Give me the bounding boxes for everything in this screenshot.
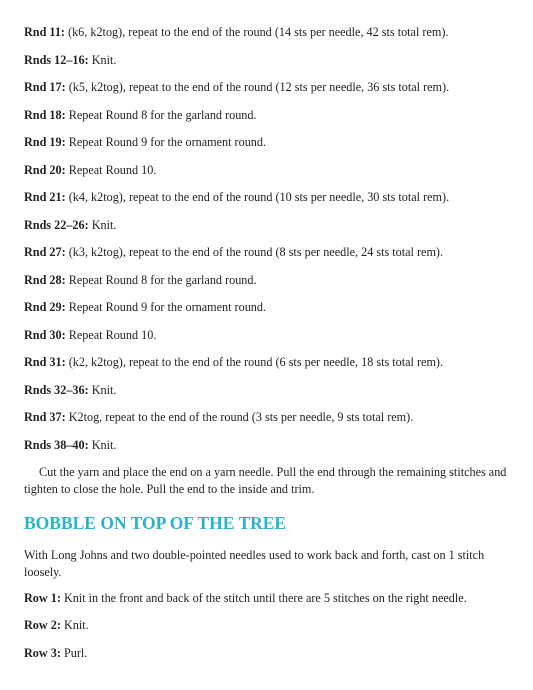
round-text: K2tog, repeat to the end of the round (3 sts per needle, 9 sts total rem).	[65, 410, 414, 424]
round-text: (k3, k2tog), repeat to the end of the round (8 sts per needle, 24 sts total rem).	[65, 245, 444, 259]
row-text: Knit.	[60, 618, 89, 632]
round-text: Knit.	[88, 218, 117, 232]
row-label: Row 3:	[24, 646, 61, 660]
round-instruction	[24, 299, 266, 315]
round-label: Rnds 12–16:	[24, 53, 89, 67]
round-instruction	[24, 244, 443, 260]
round-text: Knit.	[88, 438, 117, 452]
round-text: Repeat Round 9 for the ornament round.	[65, 135, 267, 149]
round-label: Rnd 28:	[24, 273, 66, 287]
round-text: (k2, k2tog), repeat to the end of the round (6 sts per needle, 18 sts total rem).	[65, 355, 444, 369]
round-label: Rnd 18:	[24, 108, 66, 122]
round-instruction	[24, 189, 449, 205]
round-text: Repeat Round 8 for the garland round.	[65, 273, 257, 287]
row-text: Knit in the front and back of the stitch until there are 5 stitches on the right needle.	[60, 591, 467, 605]
round-instruction	[24, 437, 116, 453]
round-label: Rnd 30:	[24, 328, 66, 342]
row-instruction	[24, 645, 87, 661]
round-label: Rnd 21:	[24, 190, 66, 204]
round-instruction	[24, 327, 156, 343]
bobble-intro-paragraph: With Long Johns and two double-pointed needles used to work back and forth, cast on 1 stitch loosely.	[24, 548, 485, 579]
section-heading: BOBBLE ON TOP OF THE TREE	[24, 513, 287, 533]
round-text: (k6, k2tog), repeat to the end of the round (14 sts per needle, 42 sts total rem).	[64, 25, 449, 39]
row-text: Purl.	[60, 646, 88, 660]
round-instruction	[24, 79, 449, 95]
round-instruction	[24, 52, 116, 68]
round-instruction	[24, 409, 413, 425]
round-text: Knit.	[88, 383, 117, 397]
round-label: Rnd 37:	[24, 410, 66, 424]
round-text: Repeat Round 8 for the garland round.	[65, 108, 257, 122]
round-label: Rnds 38–40:	[24, 438, 89, 452]
round-instruction	[24, 134, 266, 150]
finishing-paragraph: Cut the yarn and place the end on a yarn needle. Pull the end through the remaining stitches and tighten to close the hole. Pull the end to the inside and trim.	[24, 465, 507, 496]
round-instruction	[24, 24, 448, 40]
round-label: Rnd 19:	[24, 135, 66, 149]
round-label: Rnd 31:	[24, 355, 66, 369]
round-label: Rnd 20:	[24, 163, 66, 177]
round-text: (k5, k2tog), repeat to the end of the round (12 sts per needle, 36 sts total rem).	[65, 80, 450, 94]
round-instruction	[24, 107, 257, 123]
round-instruction	[24, 354, 443, 370]
row-label: Row 1:	[24, 591, 61, 605]
round-text: (k4, k2tog), repeat to the end of the round (10 sts per needle, 30 sts total rem).	[65, 190, 450, 204]
round-text: Repeat Round 9 for the ornament round.	[65, 300, 267, 314]
round-label: Rnd 11:	[24, 25, 65, 39]
row-instruction	[24, 590, 467, 606]
round-text: Repeat Round 10.	[65, 328, 157, 342]
round-instruction	[24, 162, 156, 178]
round-instruction	[24, 217, 116, 233]
row-label: Row 2:	[24, 618, 61, 632]
round-text: Repeat Round 10.	[65, 163, 157, 177]
round-text: Knit.	[88, 53, 117, 67]
round-label: Rnd 17:	[24, 80, 66, 94]
round-instruction	[24, 272, 257, 288]
row-instruction	[24, 617, 89, 633]
round-label: Rnds 32–36:	[24, 383, 89, 397]
round-label: Rnd 29:	[24, 300, 66, 314]
round-label: Rnd 27:	[24, 245, 66, 259]
round-instruction	[24, 382, 116, 398]
round-label: Rnds 22–26:	[24, 218, 89, 232]
